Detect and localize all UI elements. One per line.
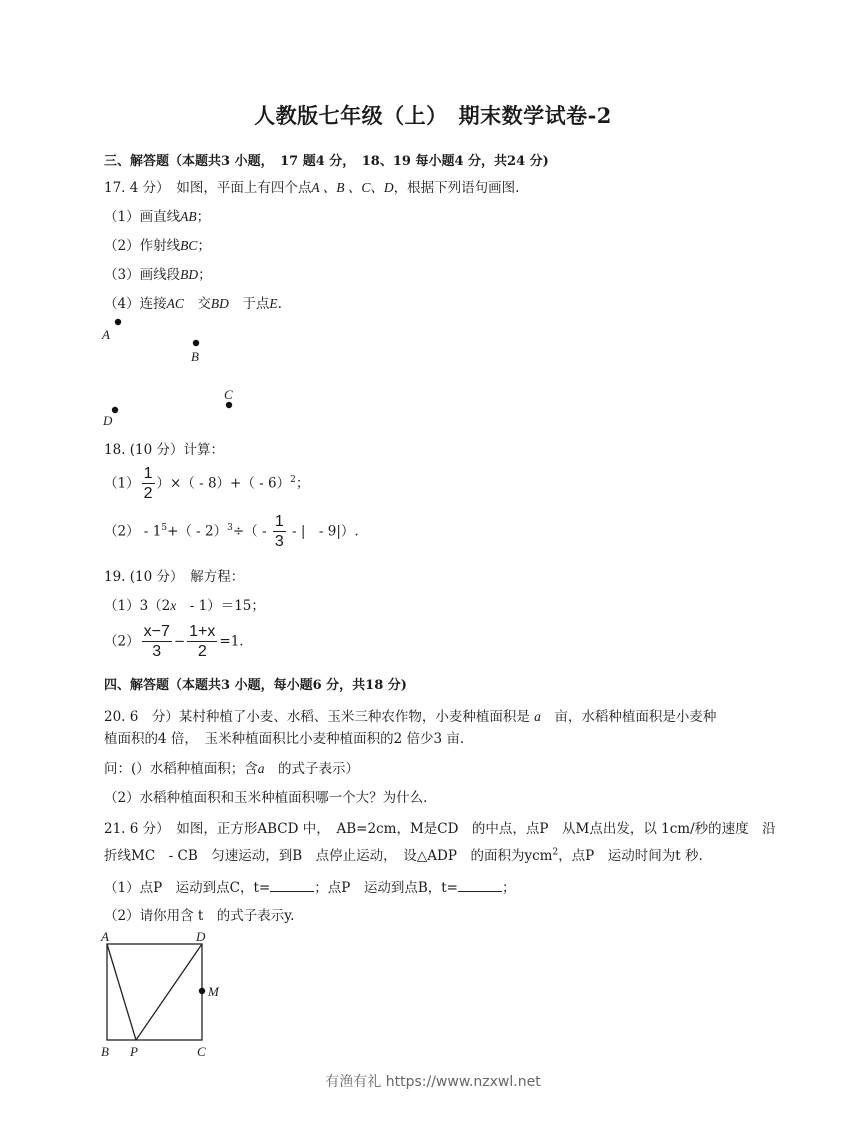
svg-text:B: B xyxy=(101,1044,109,1059)
q19-stem: 19. (10 分） 解方程： xyxy=(104,569,245,585)
label-a: A xyxy=(102,327,110,342)
label-b: B xyxy=(191,349,199,364)
q18-item-2: $(2) - 1^5+( - 2)^3\div$（ - $\frac{1}{3}$ - | - 9|）. xyxy=(104,513,359,550)
svg-text:P: P xyxy=(130,1044,138,1059)
q20-question-1: 问：(）水稻种植面积；含a 的式子表示） xyxy=(104,761,360,777)
q21-square-figure xyxy=(95,920,255,1070)
q19-item-2: （2） $\frac{x-7}{3}$ − $\frac{1+x}{2}$ =1. xyxy=(104,623,244,660)
point-m xyxy=(199,988,205,994)
answer-blank-b[interactable] xyxy=(458,879,502,892)
svg-text:A: A xyxy=(101,929,109,944)
q17-item-2: （2）作射线BC； xyxy=(104,238,211,254)
page-title: 人教版七年级（上） 期末数学试卷-2 xyxy=(254,103,612,128)
point-b xyxy=(193,340,199,346)
q20-question-2: （2）水稻种植面积和玉米种植面积哪一个大？为什么. xyxy=(104,790,428,806)
q21-question-2: （2）请你用含 t 的式子表示y. xyxy=(104,908,295,924)
label-c: C xyxy=(224,387,233,402)
footer-watermark: 有渔有礼 https://www.nzxwl.net xyxy=(325,1074,541,1090)
answer-blank-c[interactable] xyxy=(270,879,314,892)
q20-line-1: 20. 6 分）某村种植了小麦、水稻、玉米三种农作物，小麦种植面积是 a 亩，水稻种植面积是小麦种 xyxy=(104,709,717,725)
q18-item-1: （1） $\frac{1}{2}$ ）×（ - 8）+（ - 6）$^2$； xyxy=(104,465,310,502)
q19-item-1: （1）3（2x - 1）＝15； xyxy=(104,598,265,614)
svg-text:C: C xyxy=(197,1044,206,1059)
q21-line-1: 21. 6 分） 如图，正方形ABCD 中， AB=2cm，M是CD 的中点，点P 从M点出发，以 1cm/秒的速度 沿 xyxy=(104,821,776,837)
q17-item-1: （1）画直线AB； xyxy=(104,209,211,225)
svg-text:D: D xyxy=(196,929,206,944)
q21-line-2: 折线MC - CB 匀速运动，到B 点停止运动， 设△ADP 的面积为ycm$^2$，点P 运动时间为t 秒. xyxy=(104,847,703,864)
point-c xyxy=(226,402,232,408)
segment-dp xyxy=(136,944,202,1040)
point-a xyxy=(115,319,121,325)
q17-stem: 17. 4 分） 如图，平面上有四个点A 、B 、C、D，根据下列语句画图. xyxy=(104,180,520,196)
point-d xyxy=(112,407,118,413)
section-4-heading: 四、解答题（本题共3 小题，每小题6 分，共18 分) xyxy=(104,678,407,693)
q17-item-3: （3）画线段BD； xyxy=(104,267,212,283)
segment-ap xyxy=(107,944,136,1040)
fraction-x-minus-7: $\frac{x-7}{3}$ xyxy=(143,623,170,660)
q21-question-1: （1）点P 运动到点C，t= ；点P 运动到点B，t= ； xyxy=(104,880,516,896)
q17-item-4: （4）连接AC 交BD 于点E. xyxy=(104,296,282,312)
fraction-1-plus-x: $\frac{1+x}{2}$ xyxy=(189,623,216,660)
fraction-third: $\frac{1}{3}$ xyxy=(274,513,284,550)
svg-text:M: M xyxy=(208,984,219,999)
q17-points-figure xyxy=(95,310,295,435)
section-3-heading: 三、解答题（本题共3 小题， 17 题4 分， 18、19 每小题4 分，共24 分) xyxy=(104,154,549,169)
fraction-half: $\frac{1}{2}$ xyxy=(143,465,153,502)
q18-stem: 18. (10 分）计算： xyxy=(104,442,224,458)
label-d: D xyxy=(103,413,113,428)
q20-line-2: 植面积的4 倍， 玉米种植面积比小麦种植面积的2 倍少3 亩. xyxy=(104,731,465,747)
